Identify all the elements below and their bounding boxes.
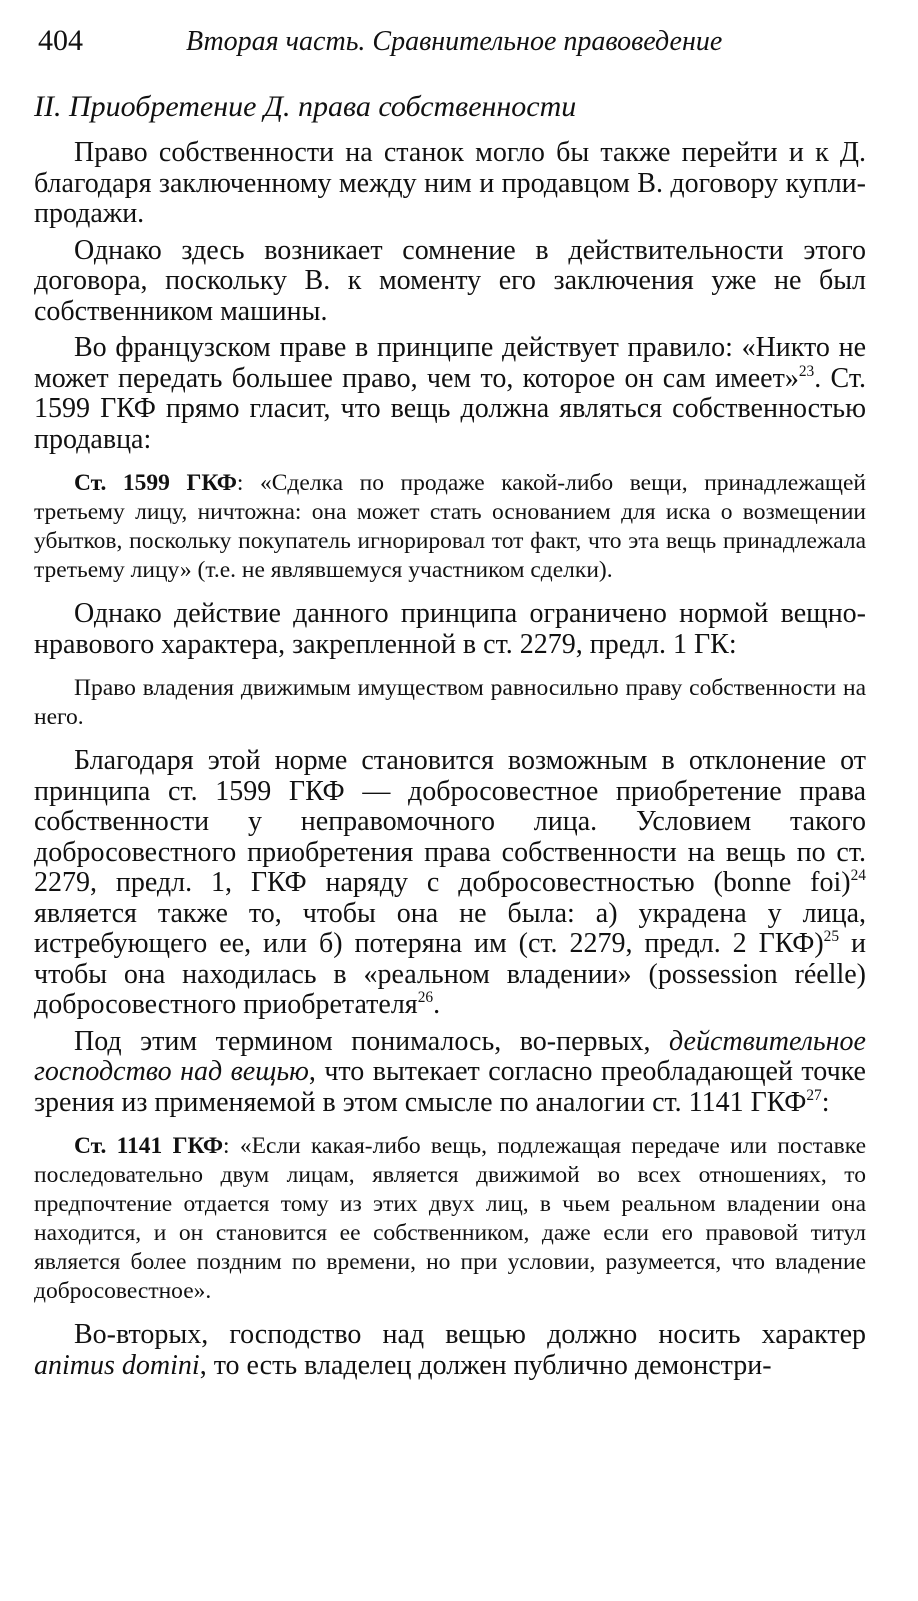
paragraph-5 <box>34 746 866 1021</box>
paragraph-3-text-1: Во французском праве в принципе действует правило: «Никто не может передать большее право, чем то, которое он сам имеет» <box>34 332 866 394</box>
quote-art-1141-text: : «Если какая-либо вещь, подлежащая передаче или поставке последовательно двум лицам, является движимой во всех отношениях, то предпочтение отдается тому из этих двух лиц, в чьем реальном владении она находится, и он становится ее собственником, даже если его правовой титул является более поздним по времени, но при условии, разумеется, что владение добросовестное». <box>34 1133 867 1304</box>
paragraph-5-text-2: является также то, чтобы она не была: а) украдена у лица, истребующего ее, или б) потеряна им (ст. 2279, предл. 2 ГКФ) <box>34 897 866 959</box>
footnote-ref-26: 26 <box>417 989 434 1007</box>
paragraph-3-text-2: . Ст. 1599 ГКФ прямо гласит, что вещь должна являться собственностью продавца: <box>34 362 866 455</box>
quote-art-1599 <box>34 469 866 585</box>
paragraph-7-emphasis: animus domini <box>34 1349 200 1381</box>
paragraph-7-text-2: , то есть владелец должен публично демонстри- <box>199 1349 772 1381</box>
quote-art-1141 <box>34 1132 866 1306</box>
paragraph-1: Право собственности на станок могло бы также перейти и к Д. благодаря заключенному между ним и продавцом В. договору купли-продажи. <box>34 137 866 229</box>
paragraph-7-text-1: Во-вторых, господство над вещью должно носить характер <box>74 1319 866 1350</box>
paragraph-6-text-1: Под этим термином понималось, во-первых, <box>74 1025 670 1057</box>
paragraph-5-text-3: и чтобы она находилась в «реальном владении» (possession réelle) добросовестного приобретателя <box>34 928 866 1020</box>
paragraph-4: Однако действие данного принципа ограничено нормой вещно-нравового характера, закрепленной в ст. 2279, предл. 1 ГК: <box>34 598 866 660</box>
running-title: Вторая часть. Сравнительное правоведение <box>186 26 723 57</box>
footnote-ref-27: 27 <box>806 1086 822 1104</box>
section-heading: II. Приобретение Д. права собственности <box>34 90 577 123</box>
paragraph-6-emphasis: действительное господство над вещью <box>34 1025 866 1087</box>
paragraph-5-text-1: Благодаря этой норме становится возможным в отклонение от принципа ст. 1599 ГКФ — добросовестное приобретение права собственности у неправомочного лица. Условием такого добросовестного приобретения права собственности на вещь по ст. 2279, предл. 1, ГКФ наряду с добросовестностью (bonne foi) <box>34 745 866 898</box>
running-head <box>34 18 866 62</box>
footnote-ref-23: 23 <box>798 362 815 380</box>
quote-art-1141-lead: Ст. 1141 ГКФ <box>74 1133 224 1159</box>
paragraph-5-text-4: . <box>433 989 441 1020</box>
paragraph-3 <box>34 333 866 455</box>
quote-art-2279: Право владения движимым имуществом равносильно праву собственности на него. <box>34 675 866 730</box>
paragraph-6 <box>34 1027 866 1119</box>
paragraph-7 <box>34 1320 866 1381</box>
paragraph-6-text-2: , что вытекает согласно преобладающей точке зрения из применяемой в этом смысле по аналогии ст. 1141 ГКФ <box>34 1056 866 1118</box>
footnote-ref-25: 25 <box>823 928 840 946</box>
page-number: 404 <box>38 24 83 57</box>
footnote-ref-24: 24 <box>850 867 866 885</box>
quote-art-1599-lead: Ст. 1599 ГКФ <box>74 470 237 496</box>
quote-art-1599-text: : «Сделка по продаже какой-либо вещи, принадлежащей третьему лицу, ничтожна: она может стать основанием для иска о возмещении убытков, поскольку покупатель игнорировал тот факт, что эта вещь принадлежала третьему лицу» (т.е. не являвшемуся участником сделки). <box>34 470 866 583</box>
paragraph-6-text-3: : <box>821 1086 830 1118</box>
paragraph-2: Однако здесь возникает сомнение в действительности этого договора, поскольку В. к моменту его заключения уже не был собственником машины. <box>34 234 866 327</box>
